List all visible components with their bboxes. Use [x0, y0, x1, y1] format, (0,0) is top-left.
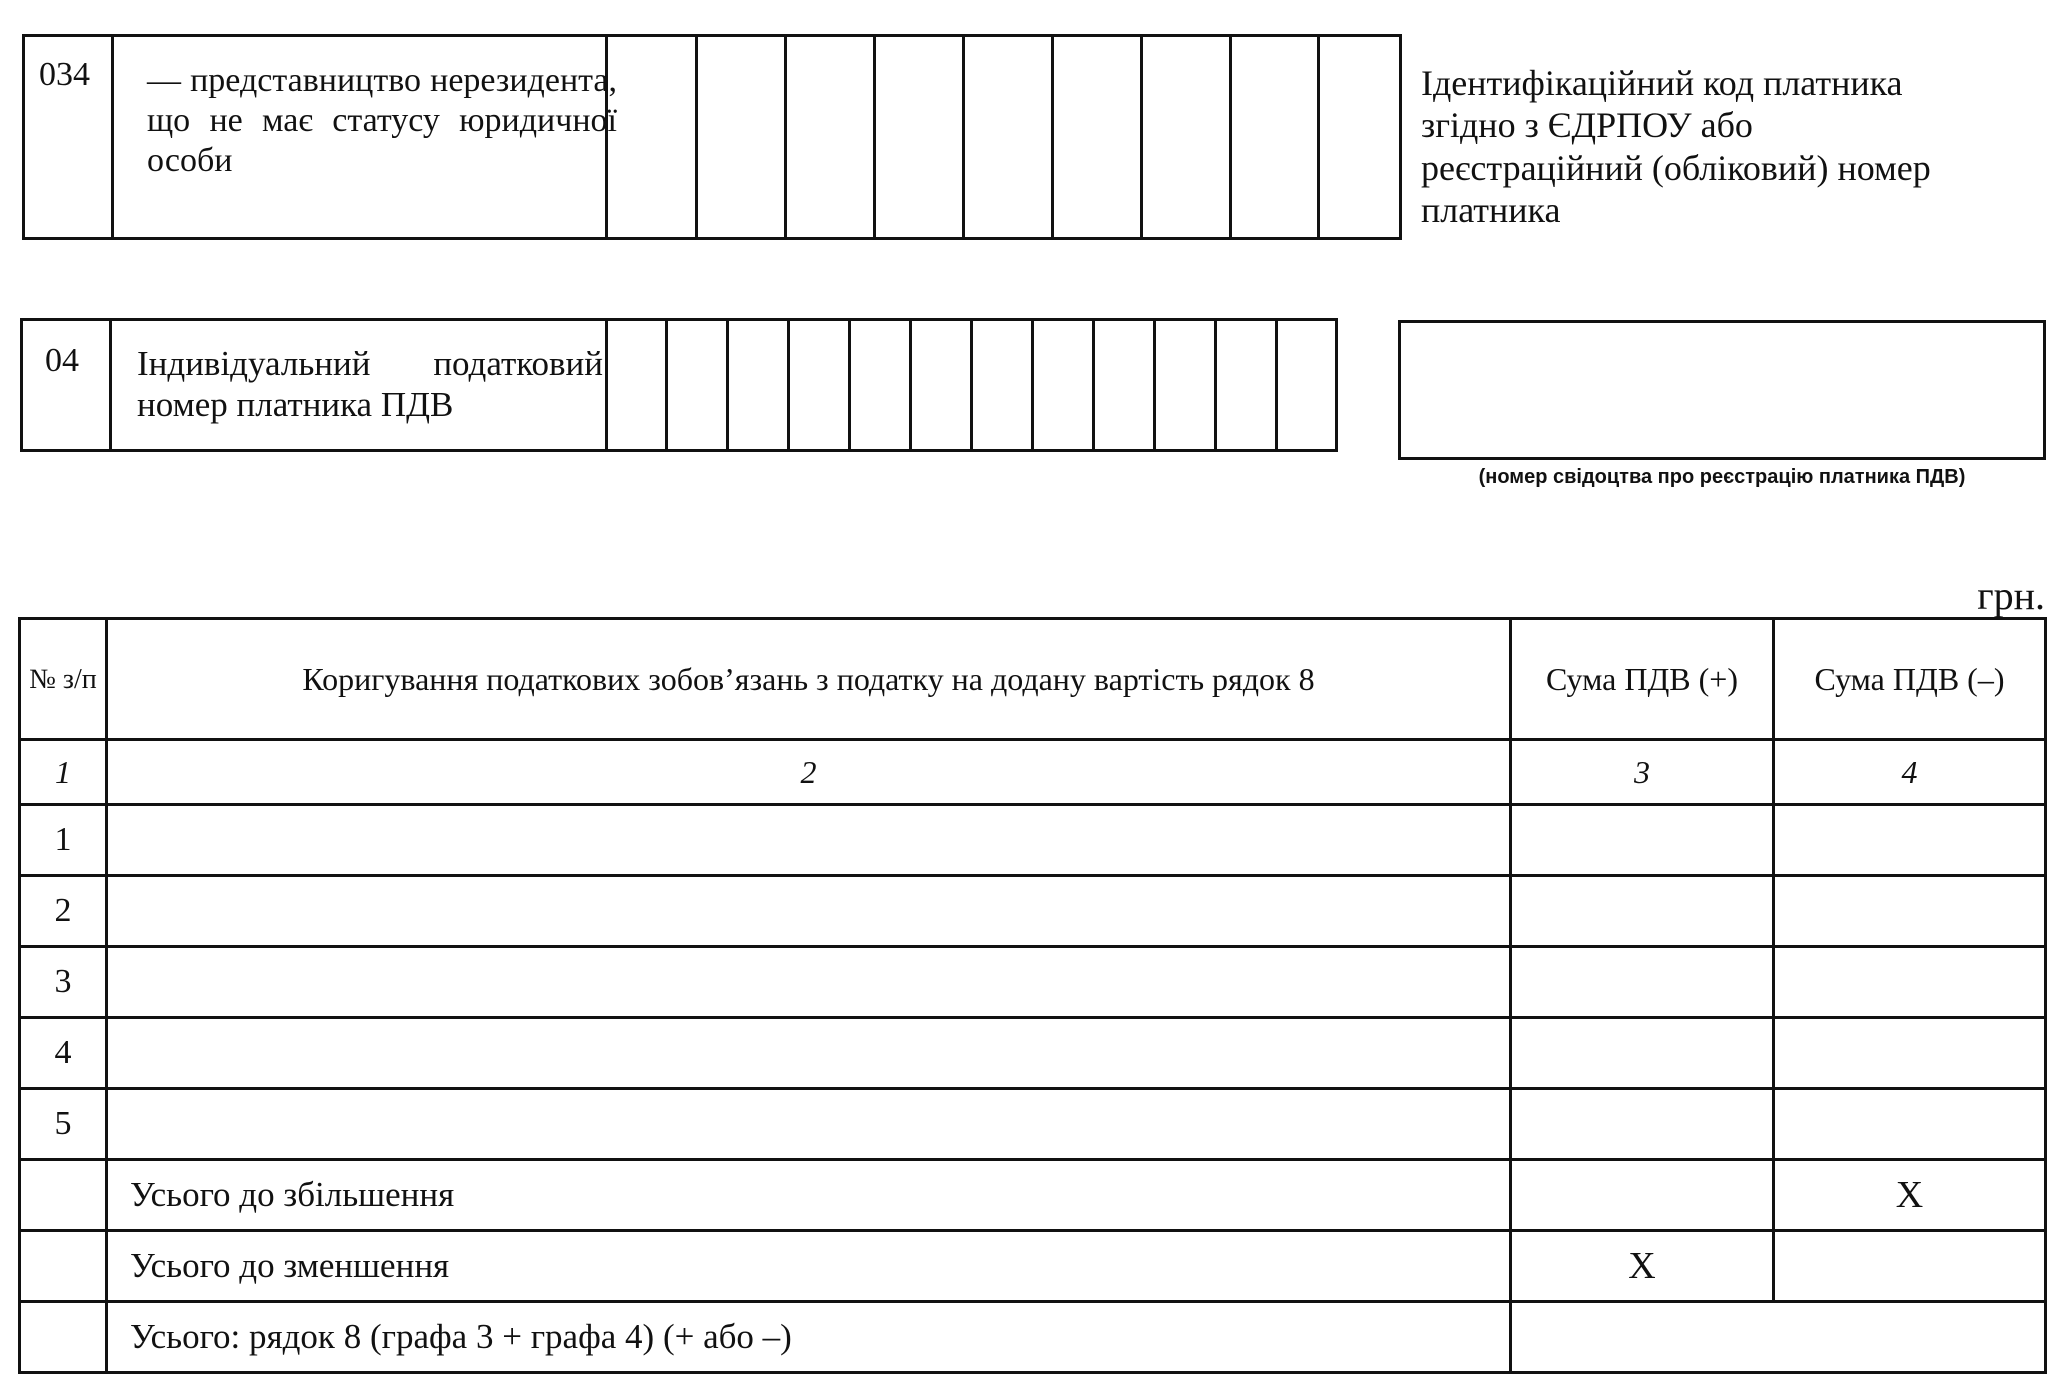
vat-minus-cell[interactable] [1774, 876, 2046, 947]
description-cell[interactable] [107, 876, 1511, 947]
vat-plus-cell[interactable] [1511, 1018, 1774, 1089]
table-row [20, 947, 2046, 1018]
empty-num-cell [20, 1302, 107, 1373]
header-description: Коригування податкових зобов’язань з податку на додану вартість рядок 8 [107, 619, 1511, 740]
column-index: 4 [1774, 740, 2046, 805]
digit-cell [1317, 37, 1320, 237]
description-cell[interactable] [107, 1018, 1511, 1089]
x-mark: X [1511, 1231, 1774, 1302]
row-number: 4 [20, 1018, 107, 1089]
column-index: 3 [1511, 740, 1774, 805]
header-num: № з/п [20, 619, 107, 740]
digit-cell [909, 321, 912, 449]
digit-cell [787, 321, 790, 449]
total-decrease-vat-minus[interactable] [1774, 1231, 2046, 1302]
digit-cell [784, 37, 787, 237]
total-increase-label: Усього до збільшення [107, 1160, 1511, 1231]
currency-unit: грн. [1977, 573, 2045, 618]
digit-cell [726, 321, 729, 449]
digit-cell [970, 321, 973, 449]
divider [605, 321, 608, 449]
digit-cell [1229, 37, 1232, 237]
total-decrease-row [20, 1231, 2046, 1302]
id-code-label: Ідентифікаційний код платника згідно з ЄДРПОУ або реєстраційний (обліковий) номер платника [1421, 63, 1931, 231]
header-vat-plus: Сума ПДВ (+) [1511, 619, 1774, 740]
digit-cell [962, 37, 965, 237]
description-cell[interactable] [107, 805, 1511, 876]
field-code-04: 04 [45, 342, 79, 379]
total-decrease-label: Усього до зменшення [107, 1231, 1511, 1302]
grand-total-value[interactable] [1511, 1302, 2046, 1373]
x-mark: X [1774, 1160, 2046, 1231]
column-index-row [20, 740, 2046, 805]
divider [109, 321, 112, 449]
digit-cell [1031, 321, 1034, 449]
grand-total-label: Усього: рядок 8 (графа 3 + графа 4) (+ або –) [107, 1302, 1511, 1373]
row-number: 3 [20, 947, 107, 1018]
description-cell[interactable] [107, 1089, 1511, 1160]
field-description-034: — представництво нерезидента, що не має статусу юридичної особи [147, 62, 617, 180]
table-row [20, 1089, 2046, 1160]
table-row [20, 805, 2046, 876]
digit-cell [1214, 321, 1217, 449]
digit-cell [1140, 37, 1143, 237]
vat-certificate-number-field[interactable] [1398, 320, 2046, 460]
header-vat-minus: Сума ПДВ (–) [1774, 619, 2046, 740]
vat-minus-cell[interactable] [1774, 947, 2046, 1018]
row-number: 2 [20, 876, 107, 947]
vat-plus-cell[interactable] [1511, 876, 1774, 947]
total-increase-row [20, 1160, 2046, 1231]
table-row [20, 1018, 2046, 1089]
digit-cell [1153, 321, 1156, 449]
vat-minus-cell[interactable] [1774, 805, 2046, 876]
table-header-row [20, 619, 2046, 740]
digit-cell [695, 37, 698, 237]
digit-cell [848, 321, 851, 449]
certificate-caption: (номер свідоцтва про реєстрацію платника ПДВ) [1478, 466, 1966, 488]
vat-minus-cell[interactable] [1774, 1018, 2046, 1089]
row-number: 1 [20, 805, 107, 876]
digit-cell [1275, 321, 1278, 449]
vat-minus-cell[interactable] [1774, 1089, 2046, 1160]
row-number: 5 [20, 1089, 107, 1160]
digit-cell [873, 37, 876, 237]
digit-cell [1051, 37, 1054, 237]
digit-cell [665, 321, 668, 449]
field-code-034: 034 [39, 56, 90, 93]
divider [111, 37, 114, 237]
empty-num-cell [20, 1231, 107, 1302]
column-index: 2 [107, 740, 1511, 805]
block-034 [22, 34, 1402, 240]
vat-plus-cell[interactable] [1511, 805, 1774, 876]
grand-total-row [20, 1302, 2046, 1373]
empty-num-cell [20, 1160, 107, 1231]
field-description-04: Індивідуальний податковий номер платника ПДВ [137, 344, 603, 425]
vat-plus-cell[interactable] [1511, 1089, 1774, 1160]
digit-cell [1092, 321, 1095, 449]
column-index: 1 [20, 740, 107, 805]
vat-correction-table [18, 617, 2047, 1374]
total-increase-vat-plus[interactable] [1511, 1160, 1774, 1231]
table-row [20, 876, 2046, 947]
block-04 [20, 318, 1338, 452]
vat-plus-cell[interactable] [1511, 947, 1774, 1018]
description-cell[interactable] [107, 947, 1511, 1018]
